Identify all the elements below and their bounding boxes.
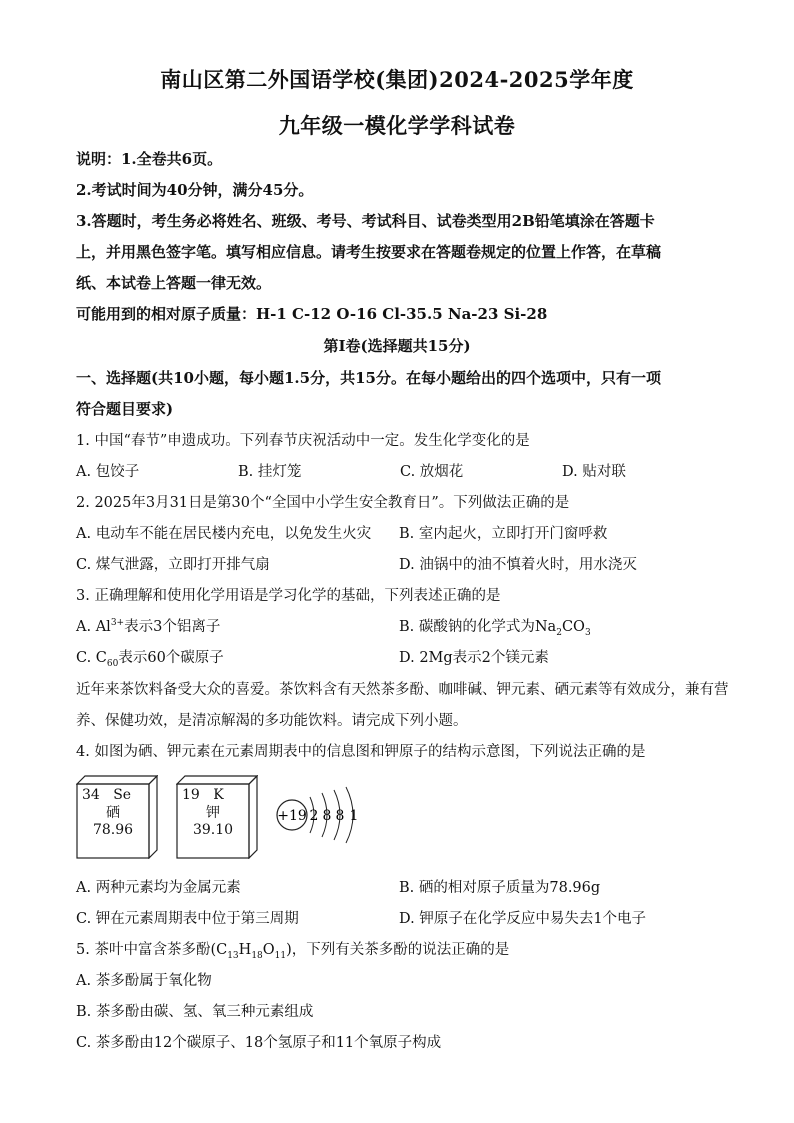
q3-option-a: A. $Al^{3+}$表示3个铝离子 bbox=[76, 618, 221, 635]
q4-option-a: A. 两种元素均为金属元素 bbox=[76, 880, 241, 896]
q1-option-a: A. 包饺子 bbox=[76, 464, 140, 480]
note-3b: 上，并用黑色签字笔。填写相应信息。请考生按要求在答题卷规定的位置上作答，在草稿 bbox=[76, 243, 662, 261]
section-intro-b: 符合题目要求) bbox=[76, 400, 174, 418]
q4-option-c: C. 钾在元素周期表中位于第三周期 bbox=[76, 911, 299, 927]
q2-option-d: D. 油锅中的油不慎着火时，用水浇灭 bbox=[399, 557, 637, 573]
atomic-masses: 可能用到的相对原子质量：H-1 C-12 O-16 Cl-35.5 Na-23 Si-28 bbox=[76, 305, 548, 323]
note-3a: 3.答题时，考生务必将姓名、班级、考号、考试科目、试卷类型用2B铅笔填涂在答题卡 bbox=[76, 212, 655, 230]
passage-line-1: 近年来茶饮料备受大众的喜爱。茶饮料含有天然茶多酚、咖啡碱、钾元素、硒元素等有效成分，兼有营 bbox=[76, 682, 729, 698]
q5-stem: 5. 茶叶中富含茶多酚$(C_{13}H_{18}O_{11})$，下列有关茶多酚的说法正确的是 bbox=[76, 942, 510, 961]
q2-stem: 2. 2025年3月31日是第30个“全国中小学生安全教育日”。下列做法正确的是 bbox=[76, 495, 570, 511]
potassium-name: 钾 bbox=[206, 805, 220, 821]
q2-option-b: B. 室内起火，立即打开门窗呼救 bbox=[399, 526, 608, 542]
selenium-number-symbol: 34 Se bbox=[82, 787, 132, 803]
q1-stem: 1. 中国“春节”申遗成功。下列春节庆祝活动中一定。发生化学变化的是 bbox=[76, 433, 530, 449]
selenium-name: 硒 bbox=[106, 805, 120, 821]
q2-option-c: C. 煤气泄露，立即打开排气扇 bbox=[76, 557, 270, 573]
q3-option-d: D. 2Mg表示2个镁元素 bbox=[399, 650, 549, 666]
exam-title-line-1: 南山区第二外国语学校(集团)2024-2025学年度 bbox=[160, 67, 634, 92]
q4-option-b: B. 硒的相对原子质量为78.96g bbox=[399, 880, 601, 896]
section-intro-a: 一、选择题(共10小题，每小题1.5分，共15分。在每小题给出的四个选项中，只有一项 bbox=[76, 369, 661, 387]
nucleus-charge: +19 bbox=[277, 808, 307, 824]
shell-2-electrons: 8 bbox=[322, 808, 332, 824]
q3-option-c: C. $C_{60}$表示60个碳原子 bbox=[76, 650, 224, 669]
q1-option-c: C. 放烟花 bbox=[400, 464, 464, 480]
q2-option-a: A. 电动车不能在居民楼内充电，以免发生火灾 bbox=[76, 526, 372, 542]
potassium-atom-diagram bbox=[272, 785, 372, 849]
q5-option-b: B. 茶多酚由碳、氢、氧三种元素组成 bbox=[76, 1004, 314, 1020]
q4-option-d: D. 钾原子在化学反应中易失去1个电子 bbox=[399, 911, 647, 927]
note-1: 说明：1.全卷共6页。 bbox=[76, 150, 223, 168]
section-heading: 第Ⅰ卷(选择题共15分) bbox=[323, 337, 471, 355]
note-2: 2.考试时间为40分钟，满分45分。 bbox=[76, 181, 314, 199]
potassium-number-symbol: 19 K bbox=[182, 787, 224, 803]
exam-title-line-2: 九年级一模化学学科试卷 bbox=[278, 113, 516, 138]
passage-line-2: 养、保健功效，是清凉解渴的多功能饮料。请完成下列小题。 bbox=[76, 713, 468, 729]
q4-stem: 4. 如图为硒、钾元素在元素周期表中的信息图和钾原子的结构示意图，下列说法正确的是 bbox=[76, 744, 646, 760]
q1-option-b: B. 挂灯笼 bbox=[238, 464, 302, 480]
q5-option-c: C. 茶多酚由12个碳原子、18个氢原子和11个氧原子构成 bbox=[76, 1035, 442, 1051]
q3-stem: 3. 正确理解和使用化学用语是学习化学的基础，下列表述正确的是 bbox=[76, 588, 501, 604]
q1-option-d: D. 贴对联 bbox=[562, 464, 626, 480]
selenium-mass: 78.96 bbox=[92, 822, 134, 838]
note-3c: 纸、本试卷上答题一律无效。 bbox=[76, 274, 272, 292]
shell-3-electrons: 8 bbox=[335, 808, 345, 824]
q3-option-b: B. 碳酸钠的化学式为$Na_2CO_3$ bbox=[399, 619, 591, 638]
shell-4-electrons: 1 bbox=[349, 808, 359, 824]
q5-option-a: A. 茶多酚属于氧化物 bbox=[76, 973, 212, 989]
shell-1-electrons: 2 bbox=[309, 808, 319, 824]
potassium-mass: 39.10 bbox=[192, 822, 234, 838]
selenium-element-card bbox=[76, 775, 158, 859]
potassium-element-card bbox=[176, 775, 258, 859]
